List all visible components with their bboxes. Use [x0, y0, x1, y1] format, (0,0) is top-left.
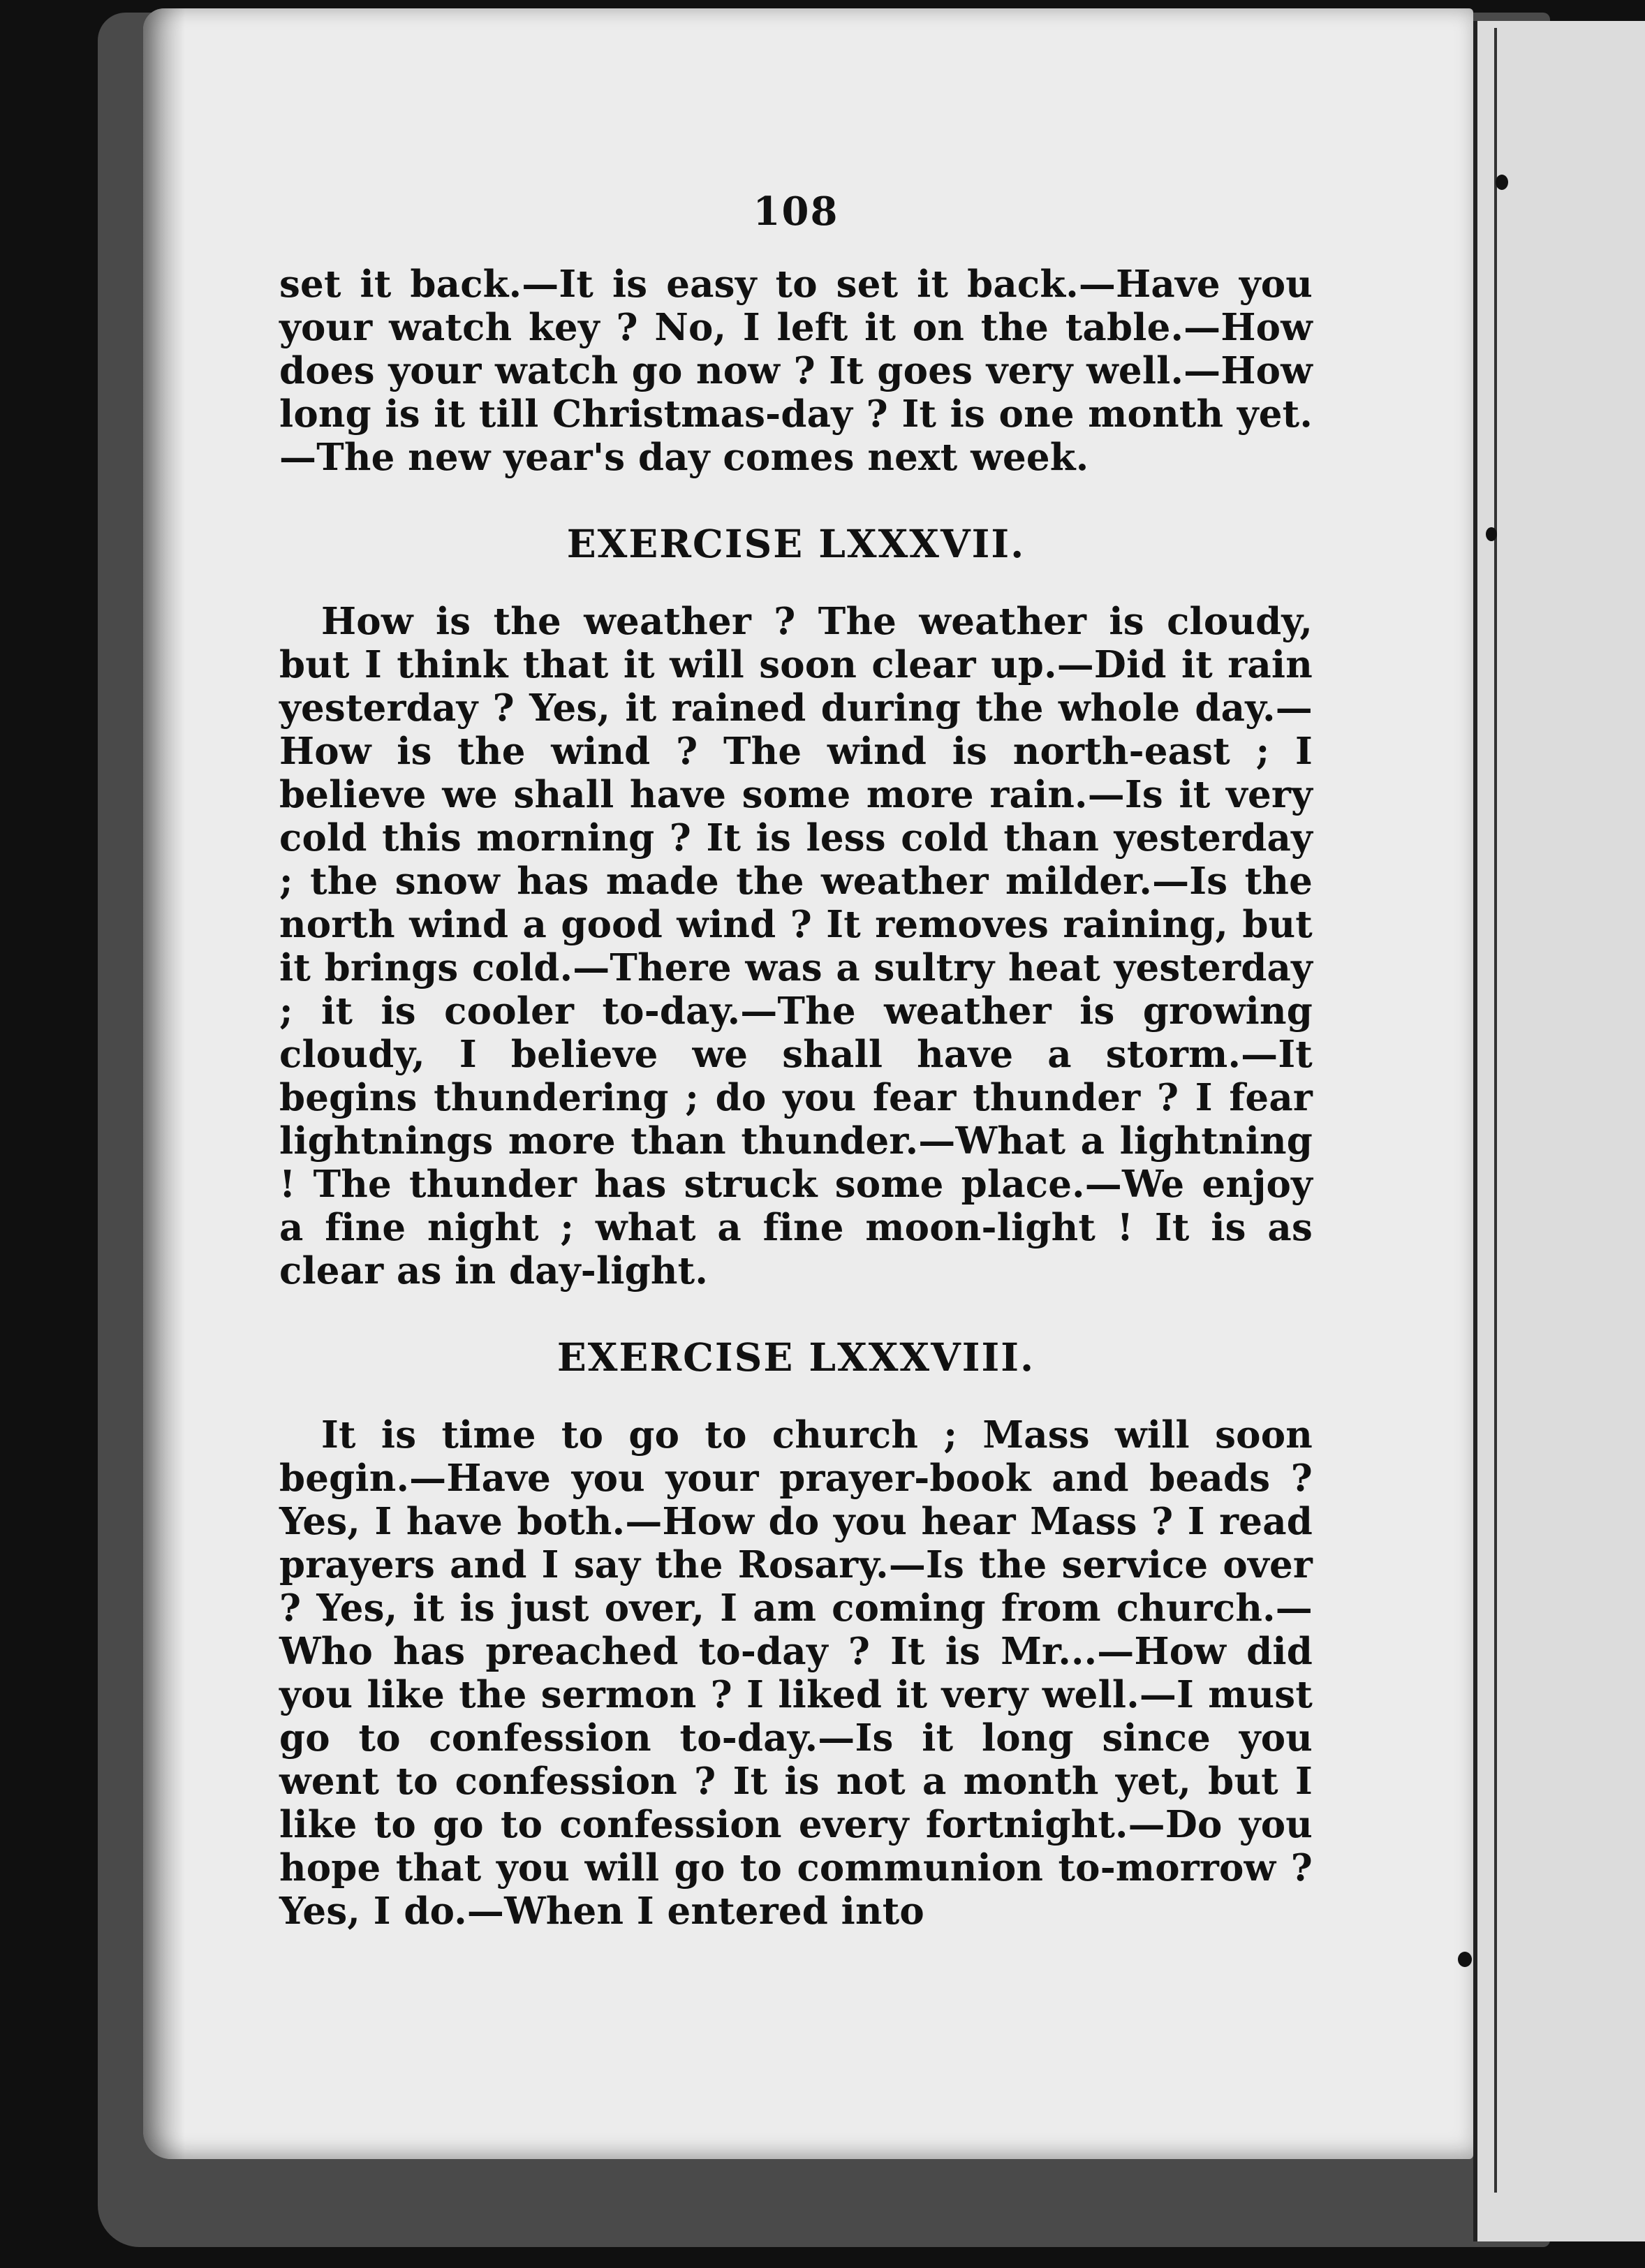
page-number: 108 [753, 189, 839, 235]
binding-mark [1458, 1952, 1472, 1967]
paragraph-continued: set it back.—It is easy to set it back.—Have you your watch key ? No, I left it on the table.—How does your watch go now ? It goes very well.—How long is it till Christmas-day ? It is one month yet.—The new year's day comes next week. [279, 263, 1313, 479]
page-content [279, 189, 1313, 1933]
exercise-heading-88: EXERCISE LXXXVIII. [556, 1334, 1035, 1380]
exercise-87-text: How is the weather ? The weather is cloudy, but I think that it will soon clear up.—Did it rain yesterday ? Yes, it rained during the whole day.—How is the wind ? The wind is north-east ; I believe we shall have some more rain.—Is it very cold this morning ? It is less cold than yesterday ; the snow has made the weather milder.—Is the north wind a good wind ? It removes raining, but it brings cold.—There was a sultry heat yesterday ; it is cooler to-day.—The weather is growing cloudy, I believe we shall have a storm.—It begins thundering ; do you fear thunder ? I fear lightnings more than thunder.—What a lightning ! The thunder has struck some place.—We enjoy a fine night ; what a fine moon-light ! It is as clear as in day-light. [279, 600, 1313, 1293]
binding-mark [1496, 175, 1508, 190]
binding-mark [1486, 527, 1497, 541]
facing-page-edge [1473, 21, 1645, 2241]
exercise-heading-87: EXERCISE LXXXVII. [566, 521, 1026, 566]
exercise-88-text: It is time to go to church ; Mass will soon begin.—Have you your prayer-book and beads ? Yes, I have both.—How do you hear Mass ? I read prayers and I say the Rosary.—Is the service over ? Yes, it is just over, I am coming from church.—Who has preached to-day ? It is Mr...—How did you like the sermon ? I liked it very well.—I must go to confession to-day.—Is it long since you went to confession ? It is not a month yet, but I like to go to confession every fortnight.—Do you hope that you will go to communion to-morrow ? Yes, I do.—When I entered into [279, 1413, 1313, 1933]
gutter-shadow [143, 8, 185, 2159]
facing-page-divider [1494, 28, 1497, 2193]
